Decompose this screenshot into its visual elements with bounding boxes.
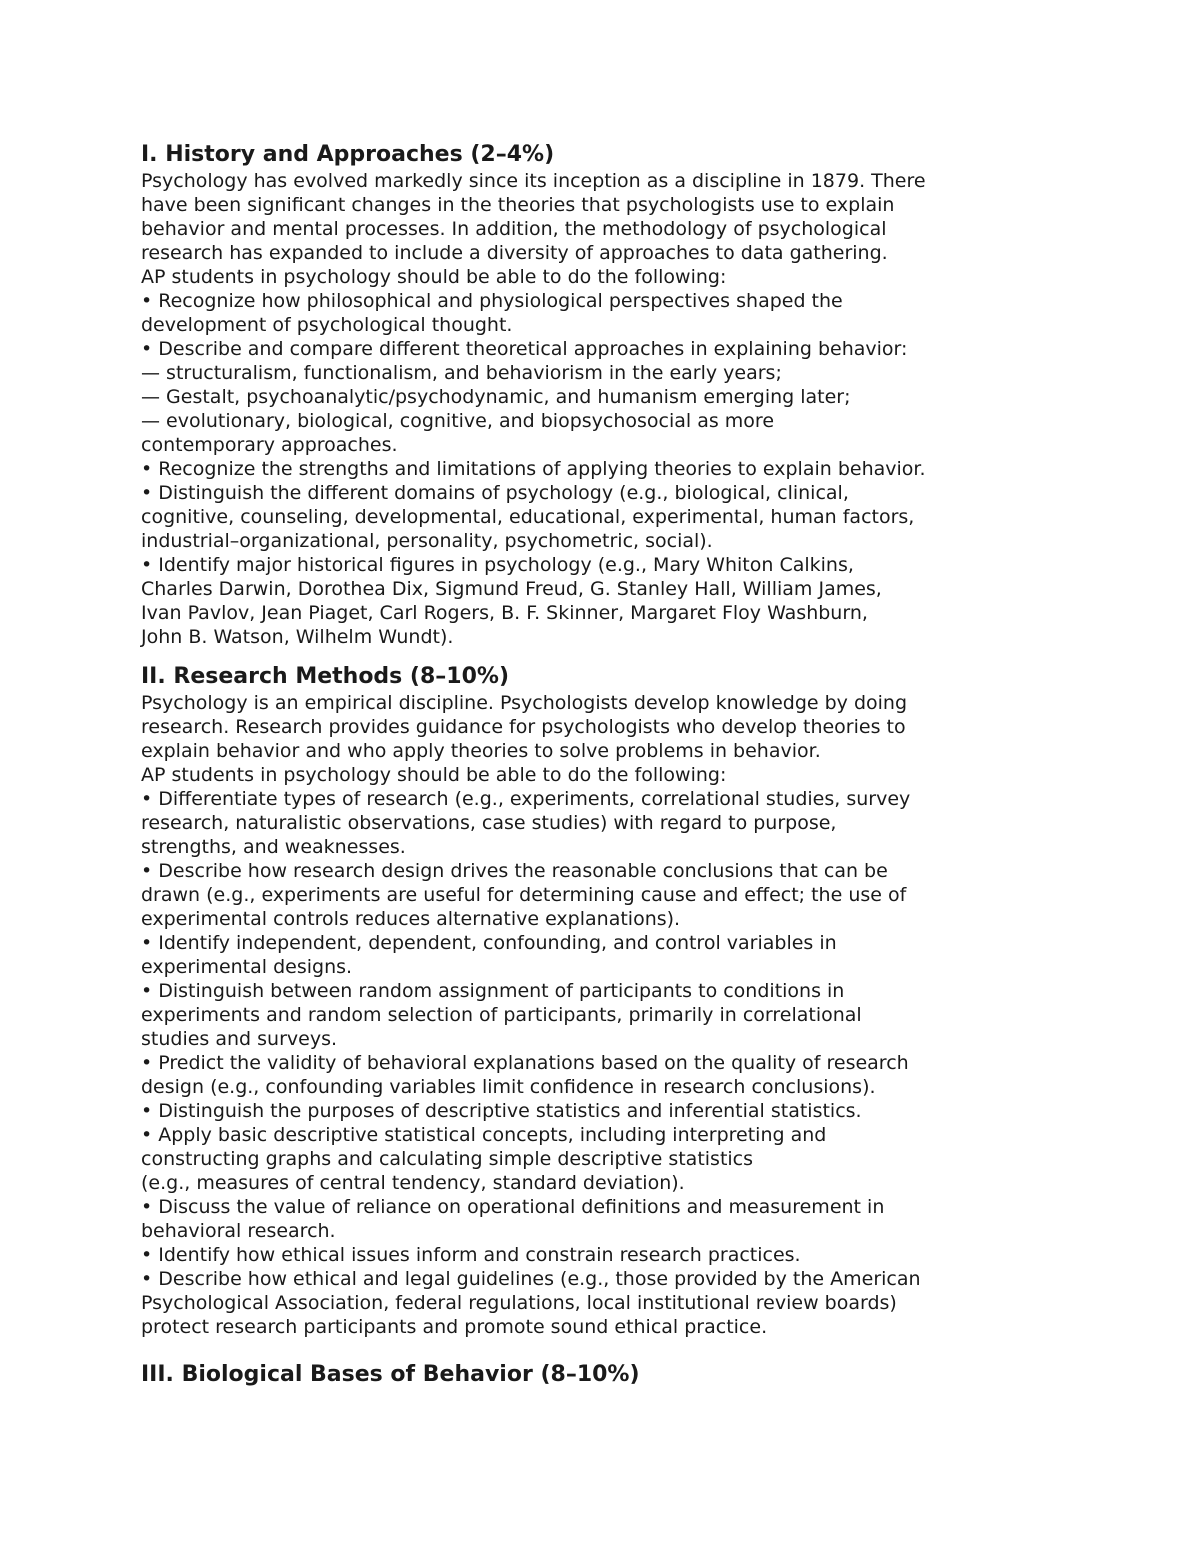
text-line: have been significant changes in the theories that psychologists use to explain [141,194,895,216]
text-line: AP students in psychology should be able to do the following: [141,266,727,288]
text-line: experiments and random selection of participants, primarily in correlational [141,1004,862,1026]
bullet-line: • Differentiate types of research (e.g., experiments, correlational studies, survey [141,788,911,810]
bullet-line: • Describe and compare different theoretical approaches in explaining behavior: [141,338,908,360]
section-heading: I. History and Approaches (2–4%) [141,142,555,167]
bullet-line: • Discuss the value of reliance on operational definitions and measurement in [141,1196,885,1218]
section-body [141,169,1011,649]
sub-bullet-line: — evolutionary, biological, cognitive, and biopsychosocial as more [141,410,775,432]
text-line: strengths, and weaknesses. [141,836,406,858]
bullet-line: • Apply basic descriptive statistical concepts, including interpreting and [141,1124,827,1146]
text-line: protect research participants and promote sound ethical practice. [141,1316,768,1338]
sub-bullet-line: — Gestalt, psychoanalytic/psychodynamic, and humanism emerging later; [141,386,851,408]
text-line: Psychology is an empirical discipline. Psychologists develop knowledge by doing [141,692,908,714]
bullet-line: • Distinguish the purposes of descriptive statistics and inferential statistics. [141,1100,862,1122]
section-biological-bases-of-behavior [141,1361,1011,1389]
bullet-line: • Describe how research design drives the reasonable conclusions that can be [141,860,888,882]
section-history-and-approaches [141,141,1011,649]
bullet-line: • Describe how ethical and legal guidelines (e.g., those provided by the American [141,1268,921,1290]
text-line: John B. Watson, Wilhelm Wundt). [141,626,454,648]
text-line: cognitive, counseling, developmental, educational, experimental, human factors, [141,506,915,528]
text-line: development of psychological thought. [141,314,513,336]
text-line: studies and surveys. [141,1028,338,1050]
bullet-line: • Identify major historical figures in psychology (e.g., Mary Whiton Calkins, [141,554,854,576]
document-page [141,141,1011,1389]
section-heading: II. Research Methods (8–10%) [141,664,510,689]
bullet-line: • Distinguish the different domains of psychology (e.g., biological, clinical, [141,482,849,504]
text-line: Psychological Association, federal regulations, local institutional review boards) [141,1292,897,1314]
text-line: experimental controls reduces alternative explanations). [141,908,681,930]
text-line: contemporary approaches. [141,434,398,456]
bullet-line: • Identify how ethical issues inform and constrain research practices. [141,1244,801,1266]
text-line: (e.g., measures of central tendency, standard deviation). [141,1172,685,1194]
section-body [141,691,1011,1339]
text-line: experimental designs. [141,956,353,978]
text-line: Charles Darwin, Dorothea Dix, Sigmund Freud, G. Stanley Hall, William James, [141,578,882,600]
bullet-line: • Recognize the strengths and limitations of applying theories to explain behavior. [141,458,926,480]
text-line: Psychology has evolved markedly since its inception as a discipline in 1879. There [141,170,926,192]
text-line: industrial–organizational, personality, psychometric, social). [141,530,713,552]
section-research-methods [141,663,1011,1339]
text-line: constructing graphs and calculating simple descriptive statistics [141,1148,754,1170]
text-line: design (e.g., confounding variables limit confidence in research conclusions). [141,1076,876,1098]
bullet-line: • Distinguish between random assignment of participants to conditions in [141,980,845,1002]
text-line: research. Research provides guidance for psychologists who develop theories to [141,716,906,738]
section-heading: III. Biological Bases of Behavior (8–10%) [141,1362,640,1387]
bullet-line: • Recognize how philosophical and physiological perspectives shaped the [141,290,843,312]
text-line: research has expanded to include a diversity of approaches to data gathering. [141,242,888,264]
sub-bullet-line: — structuralism, functionalism, and behaviorism in the early years; [141,362,782,384]
text-line: behavioral research. [141,1220,336,1242]
text-line: research, naturalistic observations, case studies) with regard to purpose, [141,812,837,834]
text-line: explain behavior and who apply theories to solve problems in behavior. [141,740,821,762]
text-line: AP students in psychology should be able to do the following: [141,764,727,786]
text-line: drawn (e.g., experiments are useful for determining cause and effect; the use of [141,884,907,906]
text-line: behavior and mental processes. In addition, the methodology of psychological [141,218,887,240]
bullet-line: • Predict the validity of behavioral explanations based on the quality of research [141,1052,909,1074]
text-line: Ivan Pavlov, Jean Piaget, Carl Rogers, B. F. Skinner, Margaret Floy Washburn, [141,602,868,624]
bullet-line: • Identify independent, dependent, confounding, and control variables in [141,932,837,954]
